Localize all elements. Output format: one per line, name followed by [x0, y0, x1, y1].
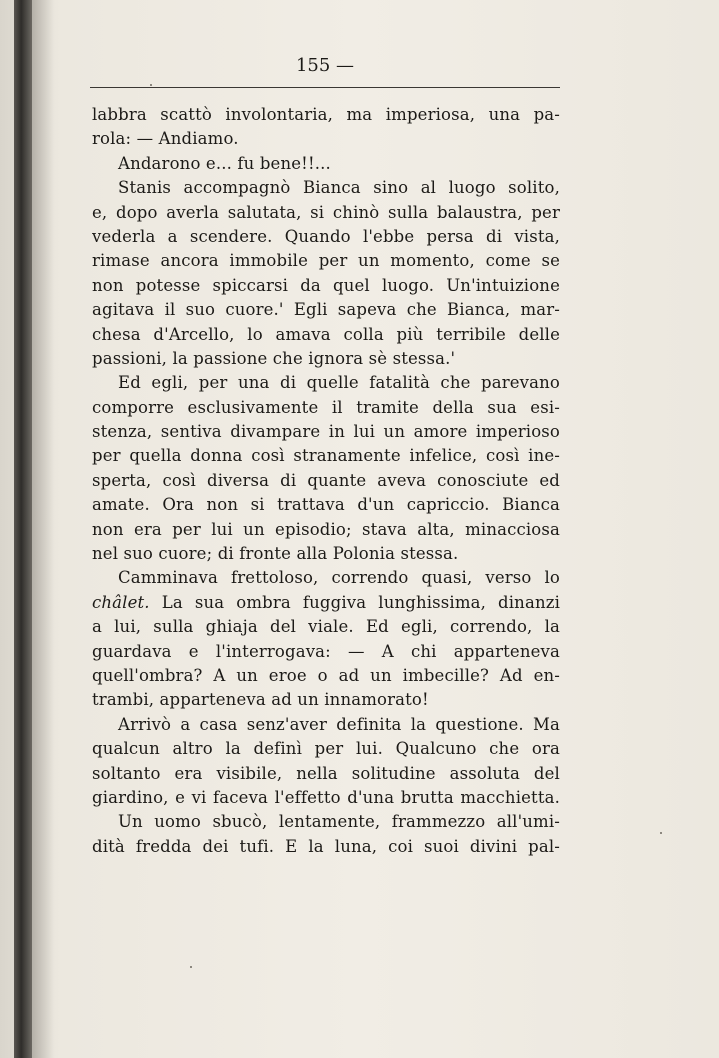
text-line: rola: — Andiamo.: [92, 129, 239, 149]
text-line: passioni, la passione che ignora sè stessa.': [92, 348, 456, 368]
text-line: stenza, sentiva divampare in lui un amore imperioso: [92, 422, 560, 442]
text-line: quell'ombra? A un eroe o ad un imbecille? Ad en-: [92, 665, 560, 685]
paper-speck: [660, 832, 662, 834]
text-line: Ed egli, per una di quelle fatalità che parevano: [118, 373, 560, 393]
text-line: vederla a scendere. Quando l'ebbe persa di vista,: [92, 226, 560, 246]
binding-shadow: [32, 0, 54, 1058]
text-line: [92, 591, 560, 615]
text-line: dità fredda dei tufi. E la luna, coi suoi divini pal-: [92, 836, 560, 856]
text-line: non era per lui un episodio; stava alta, minacciosa: [92, 519, 560, 539]
text-line: Camminava frettoloso, correndo quasi, verso lo: [118, 568, 560, 588]
book-binding-edge: [14, 0, 32, 1058]
paper-speck: [190, 966, 192, 968]
body-text: [92, 103, 560, 859]
text-line: Arrivò a casa senz'aver definita la questione. Ma: [118, 714, 560, 734]
text-line: Stanis accompagnò Bianca sino al luogo solito,: [118, 178, 560, 198]
text-line: nel suo cuore; di fronte alla Polonia stessa.: [92, 544, 459, 564]
text-line: soltanto era visibile, nella solitudine assoluta del: [92, 763, 560, 783]
text-line: e, dopo averla salutata, si chinò sulla balaustra, per: [92, 202, 560, 222]
text-line: amate. Ora non si trattava d'un capriccio. Bianca: [92, 495, 560, 515]
text-line: a lui, sulla ghiaja del viale. Ed egli, correndo, la: [92, 617, 560, 637]
text-line: non potesse spiccarsi da quel luogo. Un'intuizione: [92, 275, 560, 295]
line-remainder: La sua ombra fuggiva lunghissima, dinanzi: [149, 592, 560, 612]
text-line: agitava il suo cuore.' Egli sapeva che Bianca, mar-: [92, 300, 560, 320]
header-rule: [90, 87, 560, 88]
text-line: guardava e l'interrogava: — A chi apparteneva: [92, 641, 560, 661]
text-line: per quella donna così stranamente infelice, così ine-: [92, 446, 560, 466]
text-line: Andarono e... fu bene!!...: [118, 153, 331, 173]
text-line: sperta, così diversa di quante aveva conosciute ed: [92, 470, 560, 490]
text-line: giardino, e vi faceva l'effetto d'una brutta macchietta.: [92, 787, 560, 807]
text-line: labbra scattò involontaria, ma imperiosa, una pa-: [92, 105, 560, 124]
text-line: trambi, apparteneva ad un innamorato!: [92, 690, 429, 710]
text-line: qualcun altro la definì per lui. Qualcuno che ora: [92, 739, 560, 759]
italic-word: châlet.: [92, 592, 150, 612]
text-line: comporre esclusivamente il tramite della sua esi-: [92, 397, 560, 417]
text-line: rimase ancora immobile per un momento, come se: [92, 251, 560, 271]
page-number-header: 155 —: [295, 55, 355, 76]
text-line: chesa d'Arcello, lo amava colla più terribile delle: [92, 324, 560, 344]
text-line: Un uomo sbucò, lentamente, frammezzo all'umi-: [118, 812, 560, 832]
paper-speck: [150, 84, 152, 86]
